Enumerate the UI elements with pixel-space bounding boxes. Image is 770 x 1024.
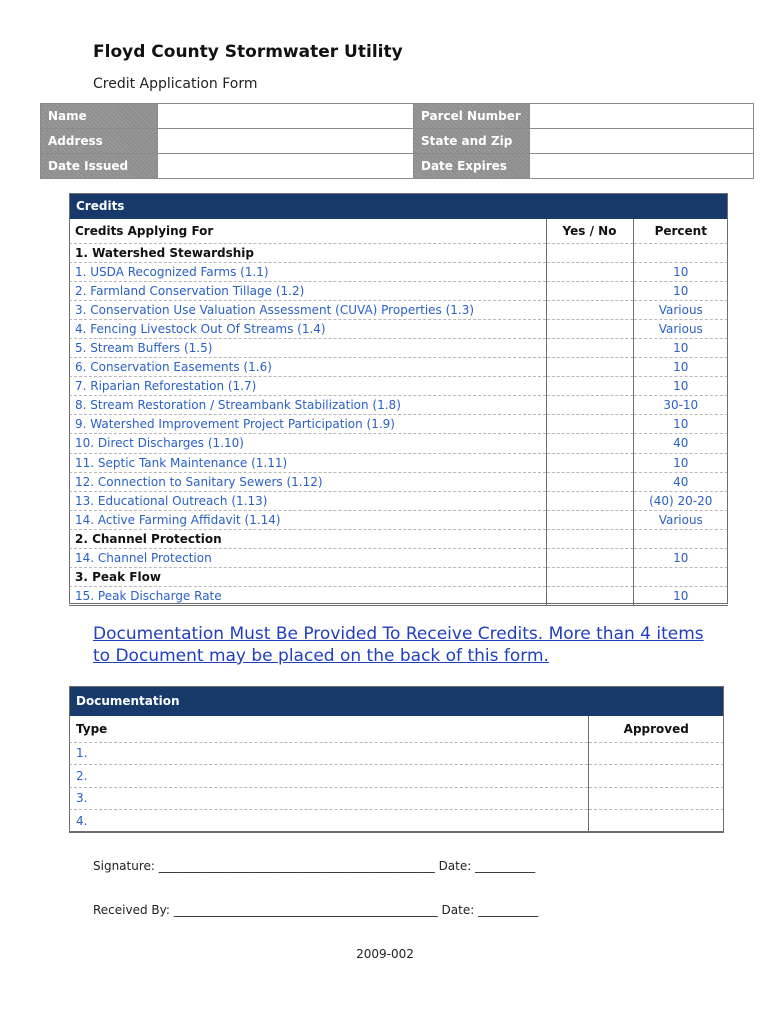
credit-percent-value: 10 (633, 377, 728, 396)
credit-section-label: 2. Channel Protection (69, 529, 546, 548)
credit-yes-no-cell[interactable] (546, 453, 633, 472)
documentation-approved-cell[interactable] (588, 810, 724, 833)
col-credits-applying-for: Credits Applying For (69, 219, 546, 243)
credit-section-row (69, 243, 728, 262)
credit-yes-no-cell[interactable] (546, 377, 633, 396)
info-row-address (41, 129, 754, 154)
credit-yes-no-cell[interactable] (546, 262, 633, 281)
credit-yes-no-cell[interactable] (546, 472, 633, 491)
credit-percent-value: Various (633, 300, 728, 319)
credit-item-label: 3. Conservation Use Valuation Assessment (CUVA) Properties (1.3) (69, 300, 546, 319)
address-field[interactable] (158, 129, 414, 154)
info-row-dates (41, 154, 754, 179)
documentation-approved-cell[interactable] (588, 765, 724, 788)
date-expires-label: Date Expires (414, 154, 530, 179)
documentation-heading: Documentation (69, 686, 724, 716)
documentation-type-cell[interactable]: 2. (69, 765, 588, 788)
credit-row (69, 415, 728, 434)
received-by-line[interactable]: Received By: ____________________________________________ Date: __________ (93, 903, 539, 917)
credit-yes-no-cell (546, 529, 633, 548)
documentation-row (69, 810, 724, 833)
credit-percent-value: 10 (633, 338, 728, 357)
credit-item-label: 7. Riparian Reforestation (1.7) (69, 377, 546, 396)
credit-item-label: 9. Watershed Improvement Project Participation (1.9) (69, 415, 546, 434)
credits-column-header (69, 219, 728, 243)
credit-percent-value: 40 (633, 472, 728, 491)
credit-percent-value: 30-10 (633, 396, 728, 415)
credit-yes-no-cell (546, 568, 633, 587)
credit-row (69, 338, 728, 357)
credit-percent-value (633, 568, 728, 587)
documentation-type-cell[interactable]: 3. (69, 787, 588, 810)
documentation-notice: Documentation Must Be Provided To Receive Credits. More than 4 items to Document may be placed on the back of this form. (93, 624, 704, 666)
info-row-name (41, 104, 754, 129)
documentation-type-cell[interactable]: 1. (69, 742, 588, 765)
credit-row (69, 472, 728, 491)
credit-section-row (69, 568, 728, 587)
credit-percent-value: 40 (633, 434, 728, 453)
credit-item-label: 4. Fencing Livestock Out Of Streams (1.4) (69, 319, 546, 338)
credit-item-label: 14. Active Farming Affidavit (1.14) (69, 510, 546, 529)
credits-heading: Credits (69, 193, 728, 219)
date-issued-label: Date Issued (41, 154, 158, 179)
credit-item-label: 2. Farmland Conservation Tillage (1.2) (69, 281, 546, 300)
credit-yes-no-cell[interactable] (546, 338, 633, 357)
credit-item-label: 14. Channel Protection (69, 549, 546, 568)
credit-percent-value: 10 (633, 281, 728, 300)
credit-percent-value: 10 (633, 262, 728, 281)
credit-row (69, 453, 728, 472)
parcel-number-label: Parcel Number (414, 104, 530, 129)
documentation-type-cell[interactable]: 4. (69, 810, 588, 833)
credit-row (69, 549, 728, 568)
credit-yes-no-cell[interactable] (546, 281, 633, 300)
credit-row (69, 281, 728, 300)
credit-yes-no-cell[interactable] (546, 396, 633, 415)
col-type: Type (69, 716, 588, 742)
applicant-info-table (40, 103, 754, 179)
credit-item-label: 1. USDA Recognized Farms (1.1) (69, 262, 546, 281)
credit-percent-value (633, 243, 728, 262)
state-zip-label: State and Zip (414, 129, 530, 154)
state-zip-field[interactable] (530, 129, 754, 154)
documentation-row (69, 765, 724, 788)
credit-percent-value (633, 529, 728, 548)
credit-row (69, 396, 728, 415)
credit-row (69, 587, 728, 606)
credit-yes-no-cell (546, 243, 633, 262)
credit-section-label: 1. Watershed Stewardship (69, 243, 546, 262)
col-percent: Percent (633, 219, 728, 243)
date-expires-field[interactable] (530, 154, 754, 179)
credit-yes-no-cell[interactable] (546, 319, 633, 338)
credit-yes-no-cell[interactable] (546, 510, 633, 529)
credit-row (69, 434, 728, 453)
credit-yes-no-cell[interactable] (546, 549, 633, 568)
credit-item-label: 6. Conservation Easements (1.6) (69, 358, 546, 377)
credit-yes-no-cell[interactable] (546, 358, 633, 377)
credit-item-label: 8. Stream Restoration / Streambank Stabilization (1.8) (69, 396, 546, 415)
credits-table (69, 193, 728, 606)
credit-section-label: 3. Peak Flow (69, 568, 546, 587)
credit-row (69, 510, 728, 529)
credit-yes-no-cell[interactable] (546, 300, 633, 319)
credit-percent-value: Various (633, 319, 728, 338)
name-field[interactable] (158, 104, 414, 129)
credit-item-label: 10. Direct Discharges (1.10) (69, 434, 546, 453)
credit-yes-no-cell[interactable] (546, 434, 633, 453)
credit-section-row (69, 529, 728, 548)
date-issued-field[interactable] (158, 154, 414, 179)
form-code: 2009-002 (356, 947, 414, 961)
credit-percent-value: 10 (633, 453, 728, 472)
credit-yes-no-cell[interactable] (546, 491, 633, 510)
documentation-row (69, 742, 724, 765)
credit-percent-value: Various (633, 510, 728, 529)
credit-item-label: 15. Peak Discharge Rate (69, 587, 546, 606)
credit-percent-value: (40) 20-20 (633, 491, 728, 510)
col-yes-no: Yes / No (546, 219, 633, 243)
credit-item-label: 12. Connection to Sanitary Sewers (1.12) (69, 472, 546, 491)
credit-row (69, 358, 728, 377)
credit-item-label: 5. Stream Buffers (1.5) (69, 338, 546, 357)
credit-row (69, 377, 728, 396)
credit-yes-no-cell[interactable] (546, 415, 633, 434)
form-subtitle: Credit Application Form (93, 76, 258, 92)
documentation-table (69, 686, 724, 833)
address-label: Address (41, 129, 158, 154)
credit-percent-value: 10 (633, 358, 728, 377)
credit-item-label: 13. Educational Outreach (1.13) (69, 491, 546, 510)
signature-line[interactable]: Signature: ______________________________________________ Date: __________ (93, 859, 536, 873)
documentation-row (69, 787, 724, 810)
credit-percent-value: 10 (633, 549, 728, 568)
credit-percent-value: 10 (633, 415, 728, 434)
credit-yes-no-cell[interactable] (546, 587, 633, 606)
col-approved: Approved (588, 716, 724, 742)
credit-row (69, 319, 728, 338)
name-label: Name (41, 104, 158, 129)
form-title: Floyd County Stormwater Utility (93, 42, 403, 62)
credit-percent-value: 10 (633, 587, 728, 606)
documentation-approved-cell[interactable] (588, 787, 724, 810)
parcel-number-field[interactable] (530, 104, 754, 129)
credit-row (69, 300, 728, 319)
documentation-approved-cell[interactable] (588, 742, 724, 765)
credit-row (69, 491, 728, 510)
documentation-column-header (69, 716, 724, 742)
credit-item-label: 11. Septic Tank Maintenance (1.11) (69, 453, 546, 472)
credit-row (69, 262, 728, 281)
